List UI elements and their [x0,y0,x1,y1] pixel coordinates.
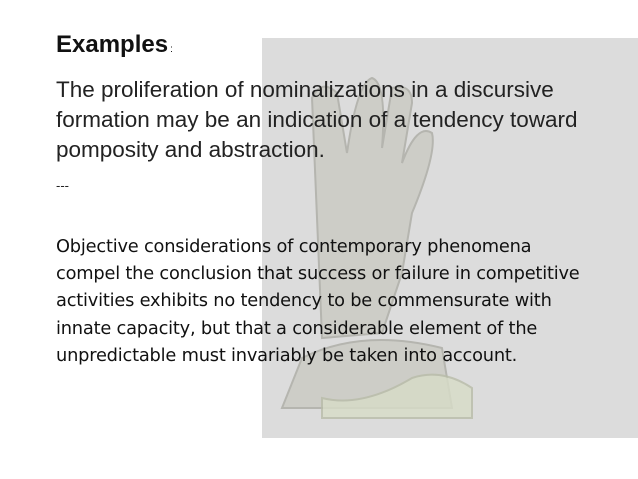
slide-heading [56,31,173,59]
separator: --- [56,178,69,193]
heading-colon: : [170,44,173,55]
example-paragraph-2: Objective considerations of contemporary phenomena compel the conclusion that success or failure in competitive activities exhibits no tendency to be commensurate with innate capacity, but that a considerable element of the unpredictable must invariably be taken into account. [56,236,580,366]
example-paragraph-1: The proliferation of nominalizations in a discursive formation may be an indication of a tendency toward pomposity and abstraction. [56,77,578,162]
heading-text: Examples [56,31,169,58]
